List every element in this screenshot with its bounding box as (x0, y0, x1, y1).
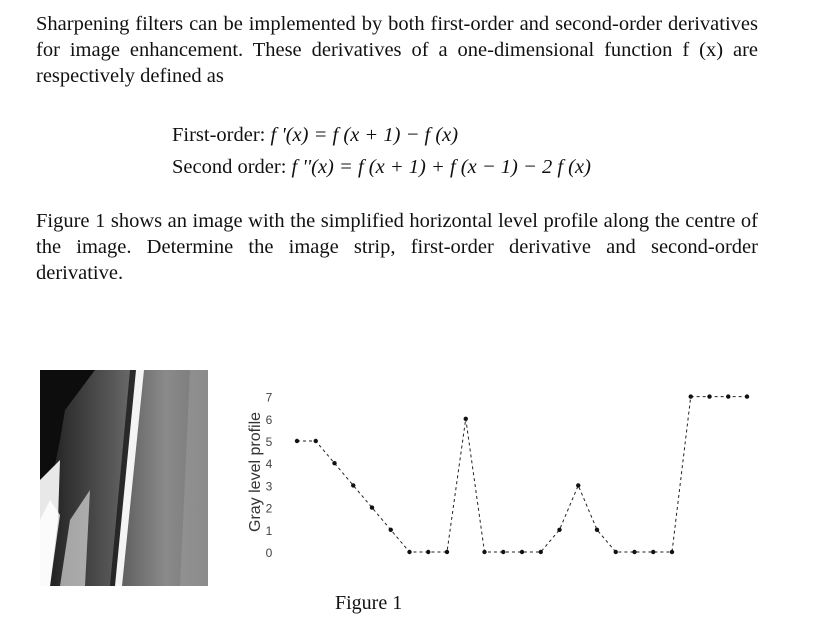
y-tick-label: 6 (265, 412, 273, 427)
data-point (407, 550, 411, 554)
data-point (295, 439, 299, 443)
data-point (539, 550, 543, 554)
data-point (351, 483, 355, 487)
data-point (707, 394, 711, 398)
y-tick-label: 2 (265, 501, 273, 516)
data-point (614, 550, 618, 554)
data-point (445, 550, 449, 554)
gray-level-profile-chart (255, 375, 765, 575)
second-order-label: Second order: (172, 156, 287, 178)
data-point (651, 550, 655, 554)
data-point (501, 550, 505, 554)
data-point (389, 528, 393, 532)
data-point (482, 550, 486, 554)
data-point (370, 505, 374, 509)
second-order-equation: f ''(x) = f (x + 1) + f (x − 1) − 2 f (x) (291, 156, 591, 178)
data-point (332, 461, 336, 465)
data-point (464, 417, 468, 421)
y-tick-label: 0 (265, 546, 273, 560)
question-paragraph: Figure 1 shows an image with the simplified horizontal level profile along the centre of the image. Determine the image strip, first-order derivative and second-order derivative. (36, 210, 758, 284)
data-point (726, 394, 730, 398)
y-tick-label: 1 (265, 523, 273, 538)
data-point (689, 394, 693, 398)
series-line (297, 397, 747, 552)
first-order-equation: f '(x) = f (x + 1) − f (x) (270, 124, 459, 146)
y-tick-label: 4 (265, 457, 273, 472)
data-point (520, 550, 524, 554)
first-order-formula (172, 122, 458, 148)
second-order-formula (172, 154, 591, 180)
data-point (576, 483, 580, 487)
image-strip-photo (40, 370, 208, 586)
figure-caption: Figure 1 (335, 592, 403, 614)
y-tick-label: 3 (265, 479, 273, 494)
data-point (314, 439, 318, 443)
data-point (557, 528, 561, 532)
first-order-label: First-order: (172, 124, 266, 146)
data-point (670, 550, 674, 554)
y-tick-label: 5 (265, 435, 273, 449)
data-point (632, 550, 636, 554)
y-tick-label: 7 (265, 390, 273, 405)
y-axis-label: Gray level profile (247, 411, 264, 532)
data-point (595, 528, 599, 532)
intro-paragraph: Sharpening filters can be implemented by both first-order and second-order derivatives for image enhancement. These derivatives of a one-dimensional function f (x) are respectively defined as (36, 13, 758, 87)
data-point (745, 394, 749, 398)
data-point (426, 550, 430, 554)
